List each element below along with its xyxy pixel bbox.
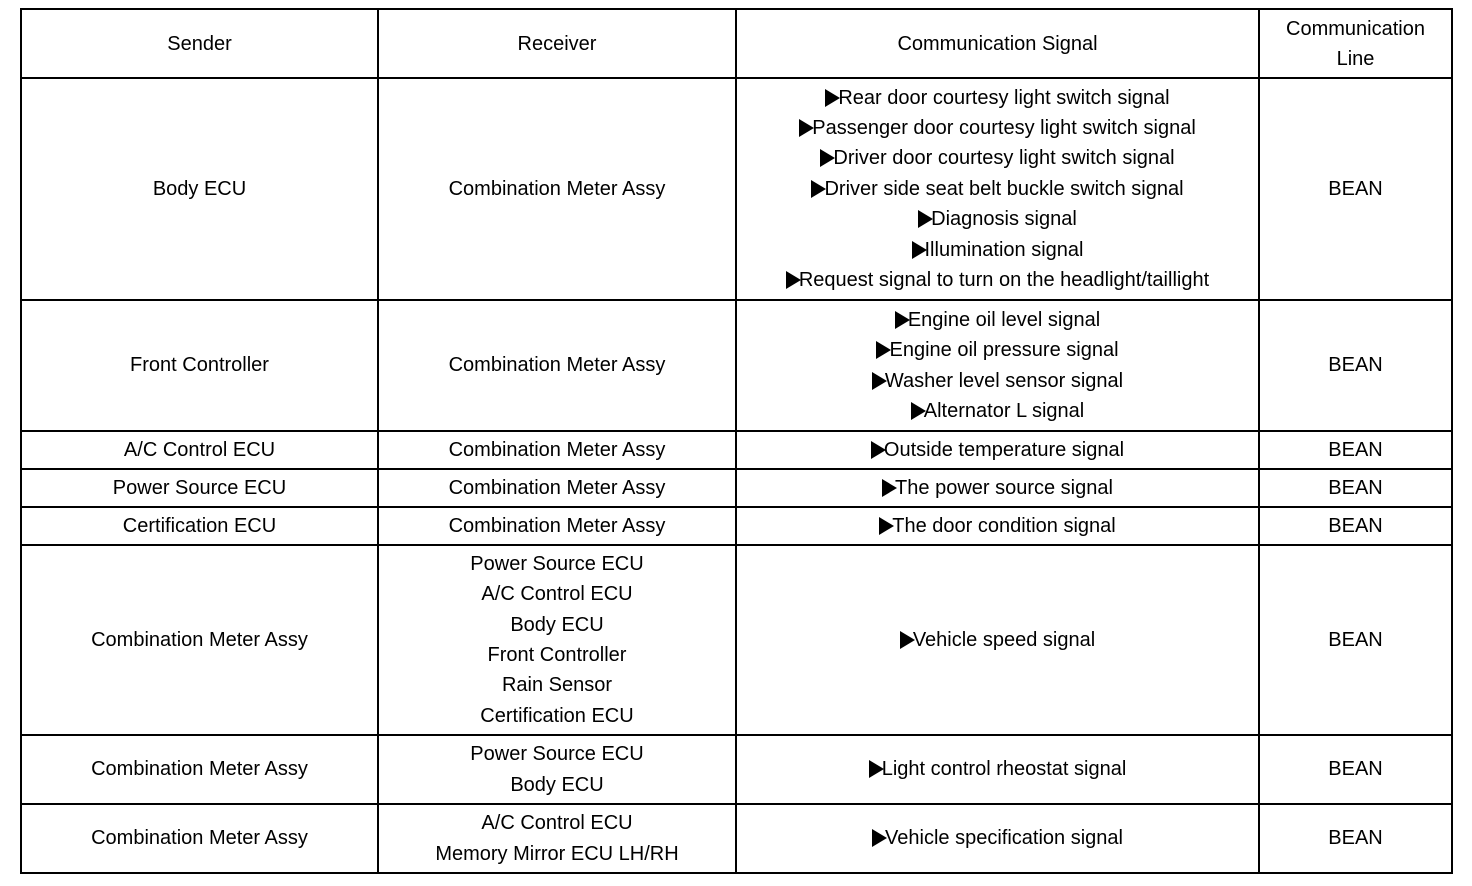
sender-cell: Body ECU <box>21 78 378 300</box>
receiver-cell <box>378 431 736 469</box>
signal-cell <box>736 507 1259 545</box>
signal-item <box>737 511 1258 541</box>
receiver-name: A/C Control ECU <box>481 812 633 835</box>
sender-cell: Combination Meter Assy <box>21 735 378 804</box>
signal-item <box>737 265 1258 295</box>
signal-text: The door condition signal <box>892 514 1116 537</box>
signal-item <box>737 754 1258 784</box>
table-row <box>21 735 1452 804</box>
receiver-name: Certification ECU <box>480 704 634 727</box>
receiver-name: Body ECU <box>510 613 604 636</box>
signal-cell <box>736 735 1259 804</box>
signal-item <box>737 113 1258 143</box>
signal-text: Engine oil pressure signal <box>889 339 1119 362</box>
sender-cell: Certification ECU <box>21 507 378 545</box>
signal-cell <box>736 300 1259 431</box>
receiver-name: Combination Meter Assy <box>448 438 666 461</box>
header-line-text-1: Communication <box>1286 17 1425 40</box>
table-row <box>21 804 1452 873</box>
receiver-cell <box>378 804 736 873</box>
sender-cell: Front Controller <box>21 300 378 431</box>
header-signal: Communication Signal <box>736 9 1259 78</box>
receiver-cell <box>378 469 736 507</box>
sender-cell: Power Source ECU <box>21 469 378 507</box>
signal-text: Rear door courtesy light switch signal <box>838 86 1170 109</box>
header-line <box>1259 9 1452 78</box>
sender-cell: A/C Control ECU <box>21 431 378 469</box>
table-row <box>21 545 1452 735</box>
line-cell: BEAN <box>1259 735 1452 804</box>
receiver-cell <box>378 545 736 735</box>
receiver-name: Body ECU <box>510 773 604 796</box>
receiver-name: Combination Meter Assy <box>448 177 666 200</box>
table-row <box>21 300 1452 431</box>
signal-text: Driver door courtesy light switch signal <box>833 147 1175 170</box>
signal-text: Engine oil level signal <box>907 308 1101 331</box>
header-line-text-2: Line <box>1336 47 1375 70</box>
signal-text: Request signal to turn on the headlight/taillight <box>798 269 1210 292</box>
signal-text: Driver side seat belt buckle switch signal <box>824 177 1184 200</box>
sender-cell: Combination Meter Assy <box>21 804 378 873</box>
line-cell: BEAN <box>1259 507 1452 545</box>
signal-text: Diagnosis signal <box>931 208 1077 231</box>
receiver-cell <box>378 735 736 804</box>
table-row <box>21 469 1452 507</box>
signal-text: Vehicle speed signal <box>912 628 1096 651</box>
receiver-name: Front Controller <box>487 644 627 666</box>
line-cell: BEAN <box>1259 469 1452 507</box>
header-row <box>21 9 1452 78</box>
signal-item <box>737 625 1258 655</box>
table-row <box>21 78 1452 300</box>
receiver-name: Power Source ECU <box>470 743 644 766</box>
line-cell: BEAN <box>1259 545 1452 735</box>
line-cell: BEAN <box>1259 804 1452 873</box>
line-cell: BEAN <box>1259 431 1452 469</box>
signal-item <box>737 435 1258 465</box>
receiver-name: Combination Meter Assy <box>448 354 666 377</box>
receiver-cell <box>378 300 736 431</box>
signal-text: Washer level sensor signal <box>884 369 1124 392</box>
signal-item <box>737 823 1258 853</box>
signal-text: Light control rheostat signal <box>881 758 1127 781</box>
signal-cell <box>736 545 1259 735</box>
communication-table <box>20 8 1453 874</box>
signal-item <box>737 83 1258 113</box>
signal-item <box>737 366 1258 396</box>
signal-text: Illumination signal <box>924 238 1084 261</box>
signal-cell <box>736 469 1259 507</box>
signal-text: The power source signal <box>895 476 1113 499</box>
receiver-cell <box>378 507 736 545</box>
signal-item <box>737 305 1258 335</box>
table-row <box>21 431 1452 469</box>
signal-item <box>737 235 1258 265</box>
signal-item <box>737 143 1258 173</box>
signal-text: Alternator L signal <box>923 399 1085 422</box>
sender-cell: Combination Meter Assy <box>21 545 378 735</box>
signal-item <box>737 396 1258 426</box>
receiver-name: Rain Sensor <box>501 674 613 697</box>
signal-text: Passenger door courtesy light switch signal <box>812 116 1196 139</box>
line-cell: BEAN <box>1259 300 1452 431</box>
receiver-name: Power Source ECU <box>470 552 644 575</box>
signal-text: Vehicle specification signal <box>885 827 1123 850</box>
signal-item <box>737 204 1258 234</box>
receiver-name: Combination Meter Assy <box>448 514 666 537</box>
receiver-name: A/C Control ECU <box>481 583 633 606</box>
signal-item <box>737 174 1258 204</box>
table-body <box>21 78 1452 873</box>
header-receiver: Receiver <box>378 9 736 78</box>
header-sender: Sender <box>21 9 378 78</box>
table-row <box>21 507 1452 545</box>
signal-cell <box>736 804 1259 873</box>
line-cell: BEAN <box>1259 78 1452 300</box>
receiver-name: Memory Mirror ECU LH/RH <box>435 842 679 865</box>
signal-item <box>737 335 1258 365</box>
signal-cell <box>736 431 1259 469</box>
receiver-name: Combination Meter Assy <box>448 476 666 499</box>
signal-cell <box>736 78 1259 300</box>
receiver-cell <box>378 78 736 300</box>
signal-item <box>737 473 1258 503</box>
signal-text: Outside temperature signal <box>883 438 1125 461</box>
